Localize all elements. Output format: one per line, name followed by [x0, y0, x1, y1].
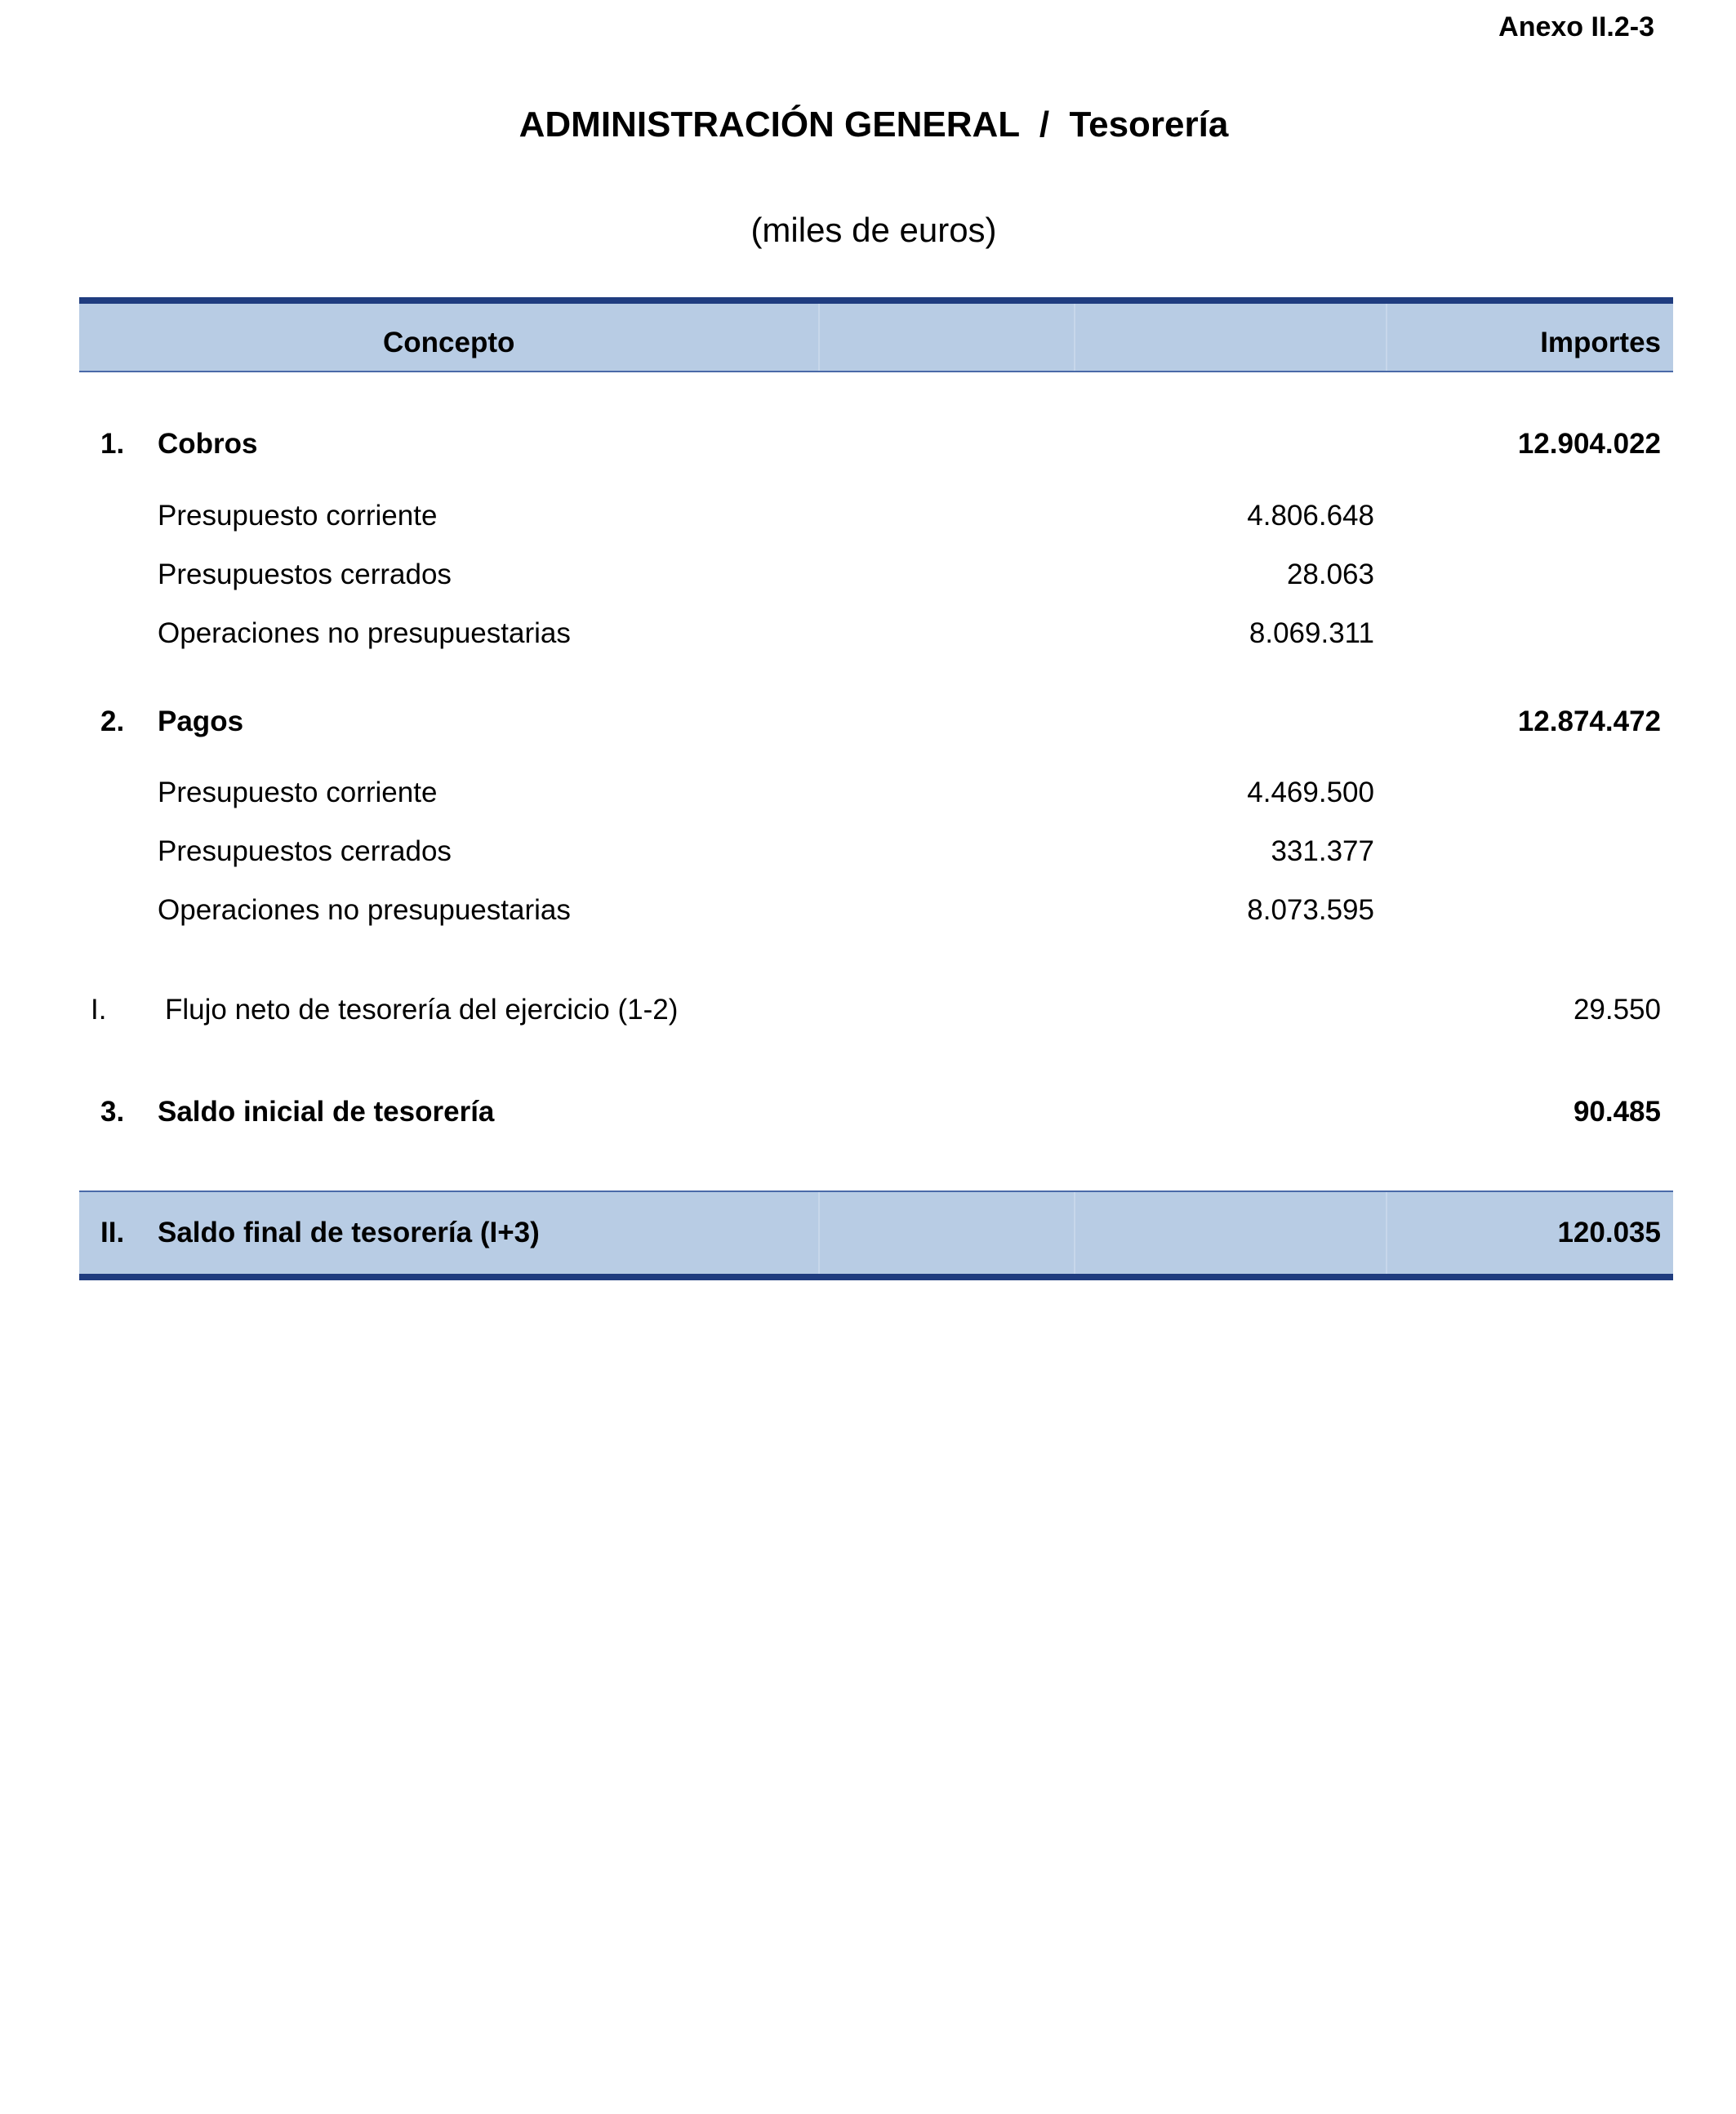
column-separator — [818, 1192, 820, 1274]
row-label: Presupuesto corriente — [158, 777, 438, 808]
row-label: Operaciones no presupuestarias — [158, 894, 571, 926]
column-separator — [1386, 1192, 1387, 1274]
row-value: 331.377 — [1271, 835, 1374, 867]
header-concepto: Concepto — [383, 327, 515, 358]
table-header — [79, 297, 1673, 372]
page-subtitle: (miles de euros) — [750, 211, 997, 249]
table-row-cobros — [79, 428, 1673, 469]
row-total: 90.485 — [1573, 1096, 1661, 1128]
column-separator — [1386, 304, 1387, 371]
row-label: Saldo inicial de tesorería — [158, 1096, 495, 1128]
table-row — [79, 777, 1673, 817]
table-row-flujo — [79, 994, 1673, 1035]
row-number: 1. — [100, 428, 125, 460]
row-label: Operaciones no presupuestarias — [158, 617, 571, 649]
row-total: 12.904.022 — [1517, 428, 1661, 460]
row-value: 8.073.595 — [1247, 894, 1374, 926]
row-value: 28.063 — [1286, 559, 1374, 590]
table-row — [79, 617, 1673, 658]
row-label: Cobros — [158, 428, 258, 460]
header-importes: Importes — [1540, 327, 1661, 358]
row-number: II. — [100, 1217, 125, 1248]
column-separator — [1074, 304, 1075, 371]
row-total: 12.874.472 — [1517, 705, 1661, 737]
page-title: ADMINISTRACIÓN GENERAL / Tesorería — [519, 105, 1229, 145]
table-row — [79, 500, 1673, 541]
row-number: 2. — [100, 705, 125, 737]
row-total: 120.035 — [1557, 1217, 1661, 1248]
row-value: 8.069.311 — [1249, 617, 1374, 649]
row-label: Presupuestos cerrados — [158, 559, 452, 590]
annex-label: Anexo II.2-3 — [1498, 11, 1654, 42]
row-value: 4.806.648 — [1247, 500, 1374, 532]
table-row-saldo-final — [79, 1191, 1673, 1280]
column-separator — [818, 304, 820, 371]
row-label: Saldo final de tesorería (I+3) — [158, 1217, 540, 1248]
table-row — [79, 835, 1673, 876]
row-label: Flujo neto de tesorería del ejercicio (1-2) — [165, 994, 679, 1026]
row-number: I. — [91, 994, 107, 1026]
table-row — [79, 559, 1673, 599]
row-number: 3. — [100, 1096, 125, 1128]
table-row — [79, 894, 1673, 935]
row-label: Presupuesto corriente — [158, 500, 438, 532]
table-row-pagos — [79, 705, 1673, 746]
row-label: Presupuestos cerrados — [158, 835, 452, 867]
row-value: 4.469.500 — [1247, 777, 1374, 808]
row-total: 29.550 — [1573, 994, 1661, 1026]
row-label: Pagos — [158, 705, 244, 737]
column-separator — [1074, 1192, 1075, 1274]
table-row-saldo-inicial — [79, 1096, 1673, 1137]
